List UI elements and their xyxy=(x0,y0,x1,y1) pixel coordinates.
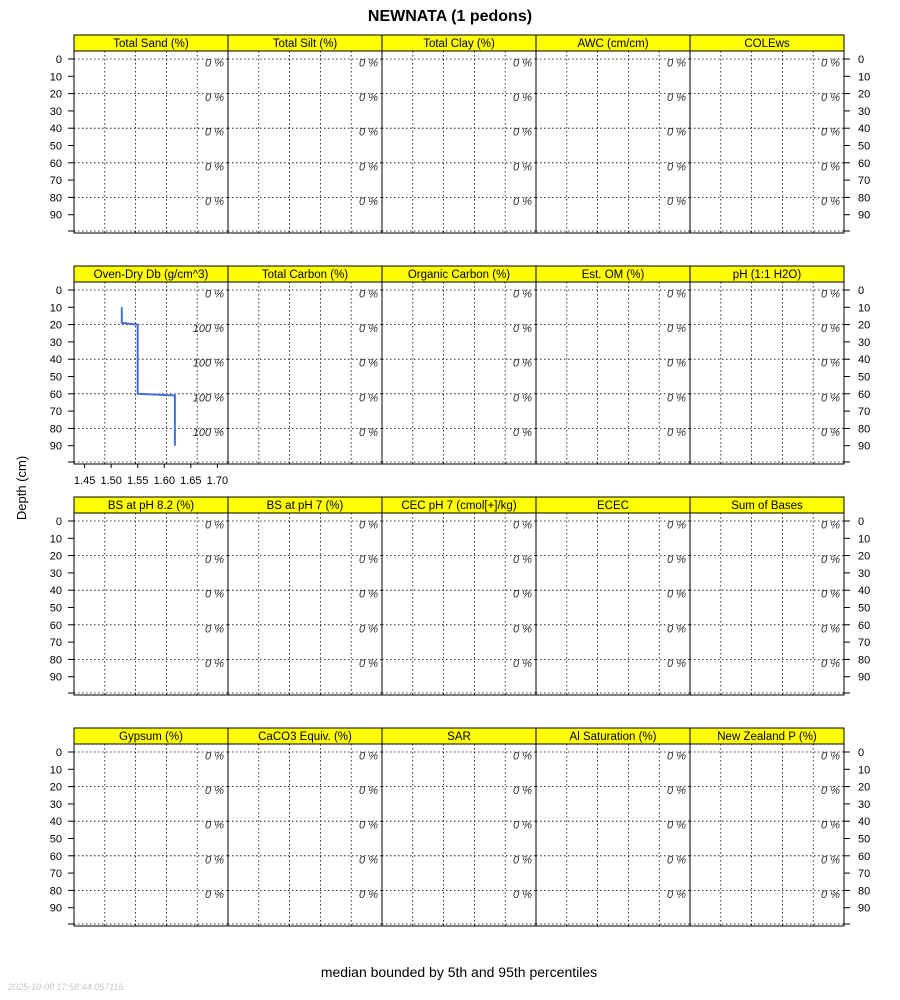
percent-label: 0 % xyxy=(359,785,378,798)
panel-grid xyxy=(50,35,871,926)
y-tick-label-left: 20 xyxy=(49,319,62,332)
percent-label: 100 % xyxy=(192,392,224,405)
percent-label: 0 % xyxy=(359,426,378,439)
percent-label: 0 % xyxy=(667,623,686,636)
y-tick-label-right: 50 xyxy=(858,602,871,615)
y-tick-label-right: 50 xyxy=(858,140,871,153)
y-tick-label-right: 0 xyxy=(858,516,865,528)
y-tick-label-right: 60 xyxy=(858,850,871,863)
y-tick-label-left: 30 xyxy=(49,105,62,118)
x-tick-label: 1.55 xyxy=(127,475,149,487)
panel-label: COLEws xyxy=(744,38,790,50)
y-tick-label-right: 80 xyxy=(858,885,871,898)
y-tick-label-right: 0 xyxy=(858,285,865,297)
percent-label: 0 % xyxy=(513,323,532,336)
y-tick-label-left: 30 xyxy=(49,798,62,811)
y-tick-label-left: 10 xyxy=(49,764,62,777)
percent-label: 0 % xyxy=(359,623,378,636)
percent-label: 0 % xyxy=(359,357,378,370)
y-tick-label-left: 40 xyxy=(49,123,62,136)
y-tick-label-right: 30 xyxy=(858,105,871,118)
panel-label: pH (1:1 H2O) xyxy=(732,269,802,281)
panel-label: Oven-Dry Db (g/cm^3) xyxy=(93,269,209,281)
y-tick-label-right: 50 xyxy=(858,371,871,384)
panel-label: Gypsum (%) xyxy=(119,731,183,743)
percent-label: 0 % xyxy=(359,126,378,139)
y-tick-label-right: 30 xyxy=(858,336,871,349)
percent-label: 0 % xyxy=(513,819,532,832)
y-tick-label-right: 20 xyxy=(858,88,871,101)
panel-row xyxy=(50,497,871,695)
y-tick-label-right: 40 xyxy=(858,354,871,367)
panel xyxy=(74,35,228,233)
percent-label: 0 % xyxy=(359,288,378,301)
y-tick-label-right: 20 xyxy=(858,550,871,563)
y-tick-label-left: 80 xyxy=(49,885,62,898)
y-tick-label-right: 90 xyxy=(858,671,871,684)
y-tick-label-left: 50 xyxy=(49,140,62,153)
percent-label: 0 % xyxy=(513,426,532,439)
y-tick-label-right: 80 xyxy=(858,423,871,436)
percent-label: 0 % xyxy=(821,623,840,636)
y-tick-label-right: 30 xyxy=(858,567,871,580)
percent-label: 0 % xyxy=(821,161,840,174)
y-tick-label-left: 80 xyxy=(49,423,62,436)
percent-label: 0 % xyxy=(667,323,686,336)
panel xyxy=(536,728,690,926)
y-axis-label: Depth (cm) xyxy=(14,455,29,521)
panel-label: SAR xyxy=(447,731,471,743)
percent-label: 0 % xyxy=(359,519,378,532)
percent-label: 0 % xyxy=(359,323,378,336)
percent-label: 0 % xyxy=(359,195,378,208)
y-tick-label-left: 10 xyxy=(49,302,62,315)
y-tick-label-left: 20 xyxy=(49,781,62,794)
percent-label: 0 % xyxy=(821,92,840,105)
percent-label: 0 % xyxy=(513,588,532,601)
y-tick-label-right: 60 xyxy=(858,388,871,401)
y-tick-label-left: 0 xyxy=(55,285,62,297)
y-tick-label-right: 70 xyxy=(858,406,871,419)
panel xyxy=(690,728,844,926)
percent-label: 0 % xyxy=(205,126,224,139)
percent-label: 0 % xyxy=(513,657,532,670)
percent-label: 100 % xyxy=(192,426,224,439)
percent-label: 0 % xyxy=(205,785,224,798)
panel-label: AWC (cm/cm) xyxy=(577,38,649,50)
panel-label: BS at pH 7 (%) xyxy=(266,500,344,512)
y-tick-label-left: 50 xyxy=(49,833,62,846)
percent-label: 0 % xyxy=(205,554,224,567)
percent-label: 0 % xyxy=(513,195,532,208)
percent-label: 0 % xyxy=(513,750,532,763)
percent-label: 0 % xyxy=(359,888,378,901)
percent-label: 0 % xyxy=(821,195,840,208)
y-tick-label-left: 80 xyxy=(49,654,62,667)
y-tick-label-right: 40 xyxy=(858,585,871,598)
y-tick-label-right: 40 xyxy=(858,816,871,829)
y-tick-label-right: 10 xyxy=(858,533,871,546)
percent-label: 0 % xyxy=(205,288,224,301)
percent-label: 0 % xyxy=(667,588,686,601)
x-tick-label: 1.70 xyxy=(206,475,229,487)
percent-label: 0 % xyxy=(513,623,532,636)
percent-label: 0 % xyxy=(205,519,224,532)
y-tick-label-left: 90 xyxy=(49,440,62,453)
percent-label: 0 % xyxy=(205,92,224,105)
percent-label: 0 % xyxy=(821,323,840,336)
y-tick-label-left: 30 xyxy=(49,336,62,349)
percent-label: 0 % xyxy=(513,785,532,798)
percent-label: 0 % xyxy=(359,554,378,567)
panel-label: ECEC xyxy=(597,500,629,512)
y-tick-label-right: 20 xyxy=(858,781,871,794)
percent-label: 0 % xyxy=(513,57,532,70)
percent-label: 0 % xyxy=(205,657,224,670)
y-tick-label-left: 0 xyxy=(55,54,62,66)
percent-label: 0 % xyxy=(359,92,378,105)
percent-label: 100 % xyxy=(192,323,224,336)
percent-label: 0 % xyxy=(359,854,378,867)
x-tick-label: 1.60 xyxy=(153,475,175,487)
y-tick-label-right: 70 xyxy=(858,637,871,650)
percent-label: 0 % xyxy=(821,426,840,439)
y-tick-label-left: 20 xyxy=(49,550,62,563)
percent-label: 0 % xyxy=(667,161,686,174)
x-tick-label: 1.50 xyxy=(100,475,122,487)
y-tick-label-right: 90 xyxy=(858,440,871,453)
panel-label: Total Sand (%) xyxy=(113,38,189,50)
panel-label: Total Clay (%) xyxy=(423,38,495,50)
percent-label: 0 % xyxy=(667,92,686,105)
y-tick-label-left: 10 xyxy=(49,533,62,546)
panel xyxy=(228,728,382,926)
y-tick-label-right: 40 xyxy=(858,123,871,136)
percent-label: 0 % xyxy=(667,392,686,405)
y-tick-label-left: 90 xyxy=(49,902,62,915)
percent-label: 0 % xyxy=(821,657,840,670)
y-tick-label-right: 90 xyxy=(858,209,871,222)
percent-label: 0 % xyxy=(205,161,224,174)
y-tick-label-left: 40 xyxy=(49,816,62,829)
y-tick-label-left: 90 xyxy=(49,209,62,222)
percent-label: 0 % xyxy=(513,357,532,370)
panel-label: Sum of Bases xyxy=(731,500,803,512)
panel xyxy=(382,497,536,695)
percent-label: 0 % xyxy=(821,57,840,70)
y-tick-label-left: 50 xyxy=(49,371,62,384)
y-tick-label-left: 30 xyxy=(49,567,62,580)
panel-label: CaCO3 Equiv. (%) xyxy=(258,731,352,743)
y-tick-label-right: 20 xyxy=(858,319,871,332)
y-tick-label-left: 0 xyxy=(55,747,62,759)
percent-label: 0 % xyxy=(513,519,532,532)
y-tick-label-left: 80 xyxy=(49,192,62,205)
panel-label: Al Saturation (%) xyxy=(569,731,657,743)
percent-label: 0 % xyxy=(821,519,840,532)
percent-label: 0 % xyxy=(359,588,378,601)
panel-label: CEC pH 7 (cmol[+]/kg) xyxy=(401,500,517,512)
y-tick-label-right: 10 xyxy=(858,302,871,315)
panel-row xyxy=(50,728,871,926)
percent-label: 0 % xyxy=(513,392,532,405)
panel-label: Est. OM (%) xyxy=(581,269,645,281)
percent-label: 0 % xyxy=(667,819,686,832)
panel-label: Organic Carbon (%) xyxy=(407,269,511,281)
percent-label: 0 % xyxy=(821,750,840,763)
percent-label: 0 % xyxy=(821,888,840,901)
y-tick-label-left: 70 xyxy=(49,868,62,881)
percent-label: 0 % xyxy=(821,126,840,139)
percent-label: 0 % xyxy=(667,785,686,798)
y-tick-label-left: 50 xyxy=(49,602,62,615)
percent-label: 0 % xyxy=(821,554,840,567)
y-tick-label-right: 80 xyxy=(858,654,871,667)
panel xyxy=(228,266,382,464)
percent-label: 0 % xyxy=(205,623,224,636)
percent-label: 0 % xyxy=(667,57,686,70)
y-tick-label-left: 0 xyxy=(55,516,62,528)
percent-label: 0 % xyxy=(513,554,532,567)
panel-label: Total Silt (%) xyxy=(272,38,338,50)
percent-label: 0 % xyxy=(205,195,224,208)
panel xyxy=(382,35,536,233)
percent-label: 0 % xyxy=(513,854,532,867)
panel-label: BS at pH 8.2 (%) xyxy=(107,500,195,512)
percent-label: 0 % xyxy=(667,554,686,567)
panel xyxy=(690,266,844,464)
percent-label: 0 % xyxy=(821,392,840,405)
y-tick-label-left: 90 xyxy=(49,671,62,684)
panel xyxy=(536,497,690,695)
percent-label: 0 % xyxy=(513,888,532,901)
panel xyxy=(382,728,536,926)
y-tick-label-right: 70 xyxy=(858,175,871,188)
percent-label: 0 % xyxy=(513,288,532,301)
x-tick-label: 1.45 xyxy=(73,475,96,487)
percent-label: 0 % xyxy=(205,819,224,832)
percent-label: 0 % xyxy=(513,161,532,174)
percent-label: 0 % xyxy=(667,357,686,370)
y-tick-label-right: 0 xyxy=(858,747,865,759)
percent-label: 0 % xyxy=(205,888,224,901)
percent-label: 0 % xyxy=(205,588,224,601)
y-tick-label-right: 30 xyxy=(858,798,871,811)
y-tick-label-left: 10 xyxy=(49,71,62,84)
percent-label: 100 % xyxy=(192,357,224,370)
percent-label: 0 % xyxy=(667,126,686,139)
percent-label: 0 % xyxy=(821,819,840,832)
panel-row xyxy=(50,35,871,233)
percent-label: 0 % xyxy=(205,854,224,867)
panel xyxy=(228,497,382,695)
percent-label: 0 % xyxy=(667,195,686,208)
panel-label: New Zealand P (%) xyxy=(717,731,817,743)
y-tick-label-right: 10 xyxy=(858,71,871,84)
percent-label: 0 % xyxy=(359,657,378,670)
percent-label: 0 % xyxy=(205,750,224,763)
data-series-line xyxy=(122,307,175,445)
percent-label: 0 % xyxy=(667,888,686,901)
y-tick-label-right: 90 xyxy=(858,902,871,915)
panel xyxy=(690,497,844,695)
timestamp: 2025-10-08 17:58:44.057116 xyxy=(8,982,124,992)
percent-label: 0 % xyxy=(821,785,840,798)
percent-label: 0 % xyxy=(513,126,532,139)
x-tick-label: 1.65 xyxy=(180,475,202,487)
panel xyxy=(74,728,228,926)
y-tick-label-left: 20 xyxy=(49,88,62,101)
percent-label: 0 % xyxy=(667,288,686,301)
y-tick-label-left: 70 xyxy=(49,175,62,188)
y-tick-label-right: 60 xyxy=(858,157,871,170)
panel xyxy=(536,266,690,464)
percent-label: 0 % xyxy=(513,92,532,105)
percent-label: 0 % xyxy=(821,854,840,867)
y-tick-label-left: 40 xyxy=(49,354,62,367)
percent-label: 0 % xyxy=(359,750,378,763)
panel xyxy=(228,35,382,233)
percent-label: 0 % xyxy=(667,426,686,439)
percent-label: 0 % xyxy=(359,819,378,832)
percent-label: 0 % xyxy=(667,657,686,670)
panel xyxy=(74,497,228,695)
percent-label: 0 % xyxy=(205,57,224,70)
chart-title: NEWNATA (1 pedons) xyxy=(367,8,533,25)
percent-label: 0 % xyxy=(821,357,840,370)
panel xyxy=(690,35,844,233)
panel-label: Total Carbon (%) xyxy=(261,269,349,281)
percent-label: 0 % xyxy=(821,288,840,301)
panel xyxy=(74,266,228,487)
percent-label: 0 % xyxy=(359,161,378,174)
panel xyxy=(382,266,536,464)
y-tick-label-left: 40 xyxy=(49,585,62,598)
y-tick-label-right: 10 xyxy=(858,764,871,777)
percent-label: 0 % xyxy=(821,588,840,601)
panel-row xyxy=(50,266,871,487)
y-tick-label-right: 70 xyxy=(858,868,871,881)
y-tick-label-right: 80 xyxy=(858,192,871,205)
y-tick-label-left: 60 xyxy=(49,850,62,863)
y-tick-label-left: 60 xyxy=(49,388,62,401)
y-tick-label-left: 60 xyxy=(49,619,62,632)
y-tick-label-right: 60 xyxy=(858,619,871,632)
chart-footer: median bounded by 5th and 95th percentiles xyxy=(320,964,598,980)
percent-label: 0 % xyxy=(667,519,686,532)
y-tick-label-left: 70 xyxy=(49,637,62,650)
y-tick-label-right: 0 xyxy=(858,54,865,66)
y-tick-label-right: 50 xyxy=(858,833,871,846)
percent-label: 0 % xyxy=(667,750,686,763)
y-tick-label-left: 70 xyxy=(49,406,62,419)
percent-label: 0 % xyxy=(359,392,378,405)
y-tick-label-left: 60 xyxy=(49,157,62,170)
panel xyxy=(536,35,690,233)
percent-label: 0 % xyxy=(359,57,378,70)
percent-label: 0 % xyxy=(667,854,686,867)
